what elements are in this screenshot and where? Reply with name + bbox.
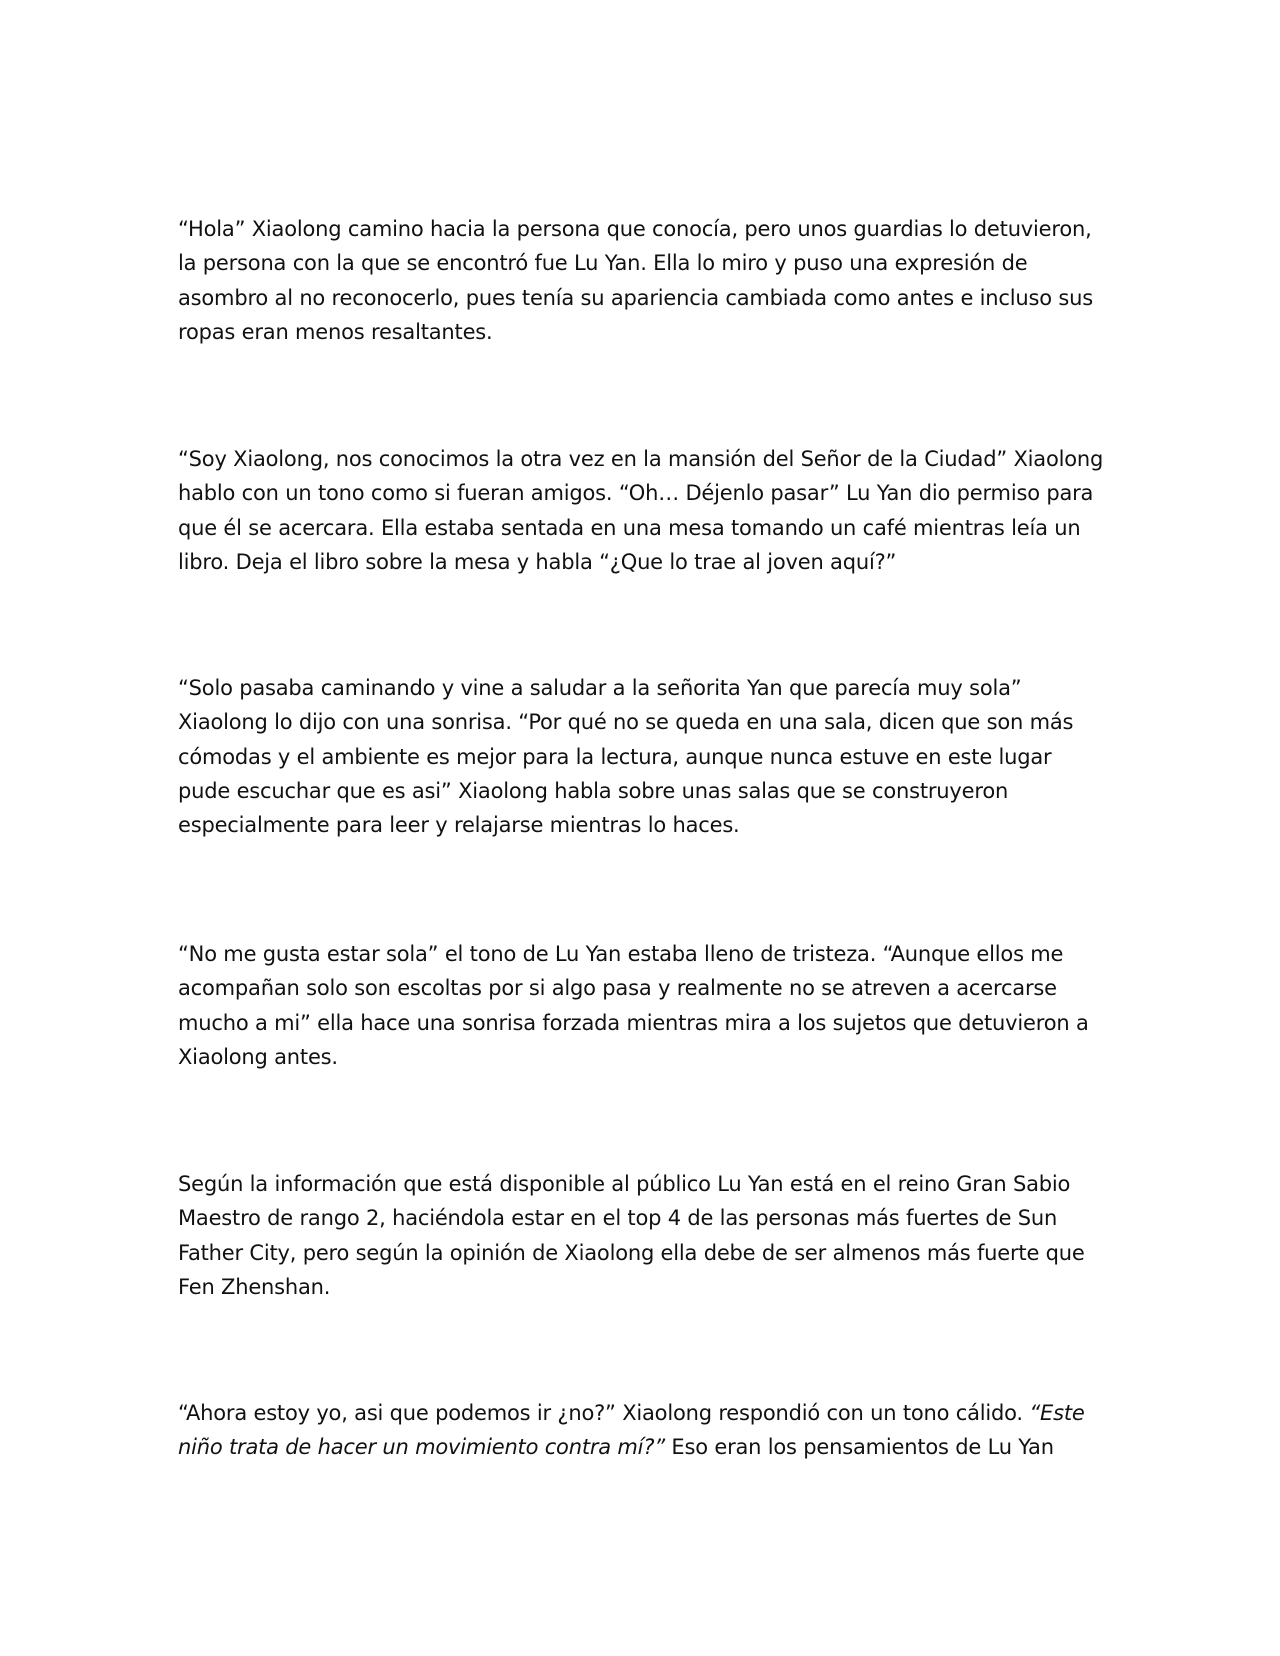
paragraph-1: “Hola” Xiaolong camino hacia la persona que conocía, pero unos guardias lo detuvieron, la persona con la que se encontró fue Lu Yan. Ella lo miro y puso una expresión de asombro al no reconocerlo, pues tenía su apariencia cambiada como antes e incluso sus ropas eran menos resaltantes.: [178, 217, 1093, 344]
paragraph-6-dialogue: “Ahora estoy yo, asi que podemos ir ¿no?” Xiaolong respondió con un tono cálido.: [178, 1401, 1030, 1425]
paragraph-4: “No me gusta estar sola” el tono de Lu Yan estaba lleno de tristeza. “Aunque ellos me acompañan solo son escoltas por si algo pasa y realmente no se atreven a acercarse mucho a mi” ella hace una sonrisa forzada mientras mira a los sujetos que detuvieron a Xiaolong antes.: [178, 942, 1089, 1069]
paragraph-6-thought: “Este niño trata de hacer un movimiento contra mí?”: [178, 1401, 1085, 1460]
paragraph-5: Según la información que está disponible al público Lu Yan está en el reino Gran Sabio Maestro de rango 2, haciéndola estar en el top 4 de las personas más fuertes de Sun Father City, pero según la opinión de Xiaolong ella debe de ser almenos más fuerte que Fen Zhenshan.: [178, 1172, 1085, 1299]
paragraph-6-narration: Eso eran los pensamientos de Lu Yan: [664, 1435, 1054, 1460]
paragraph-6: [178, 1396, 1108, 1465]
paragraph-2: “Soy Xiaolong, nos conocimos la otra vez en la mansión del Señor de la Ciudad” Xiaolong hablo con un tono como si fueran amigos. “Oh… Déjenlo pasar” Lu Yan dio permiso para que él se acercara. Ella estaba sentada en una mesa tomando un café mientras leía un libro. Deja el libro sobre la mesa y habla “¿Que lo trae al joven aquí?”: [178, 447, 1104, 574]
paragraph-3: “Solo pasaba caminando y vine a saludar a la señorita Yan que parecía muy sola” Xiaolong lo dijo con una sonrisa. “Por qué no se queda en una sala, dicen que son más cómodas y el ambiente es mejor para la lectura, aunque nunca estuve en este lugar pude escuchar que es asi” Xiaolong habla sobre unas salas que se construyeron especialmente para leer y relajarse mientras lo haces.: [178, 676, 1074, 838]
